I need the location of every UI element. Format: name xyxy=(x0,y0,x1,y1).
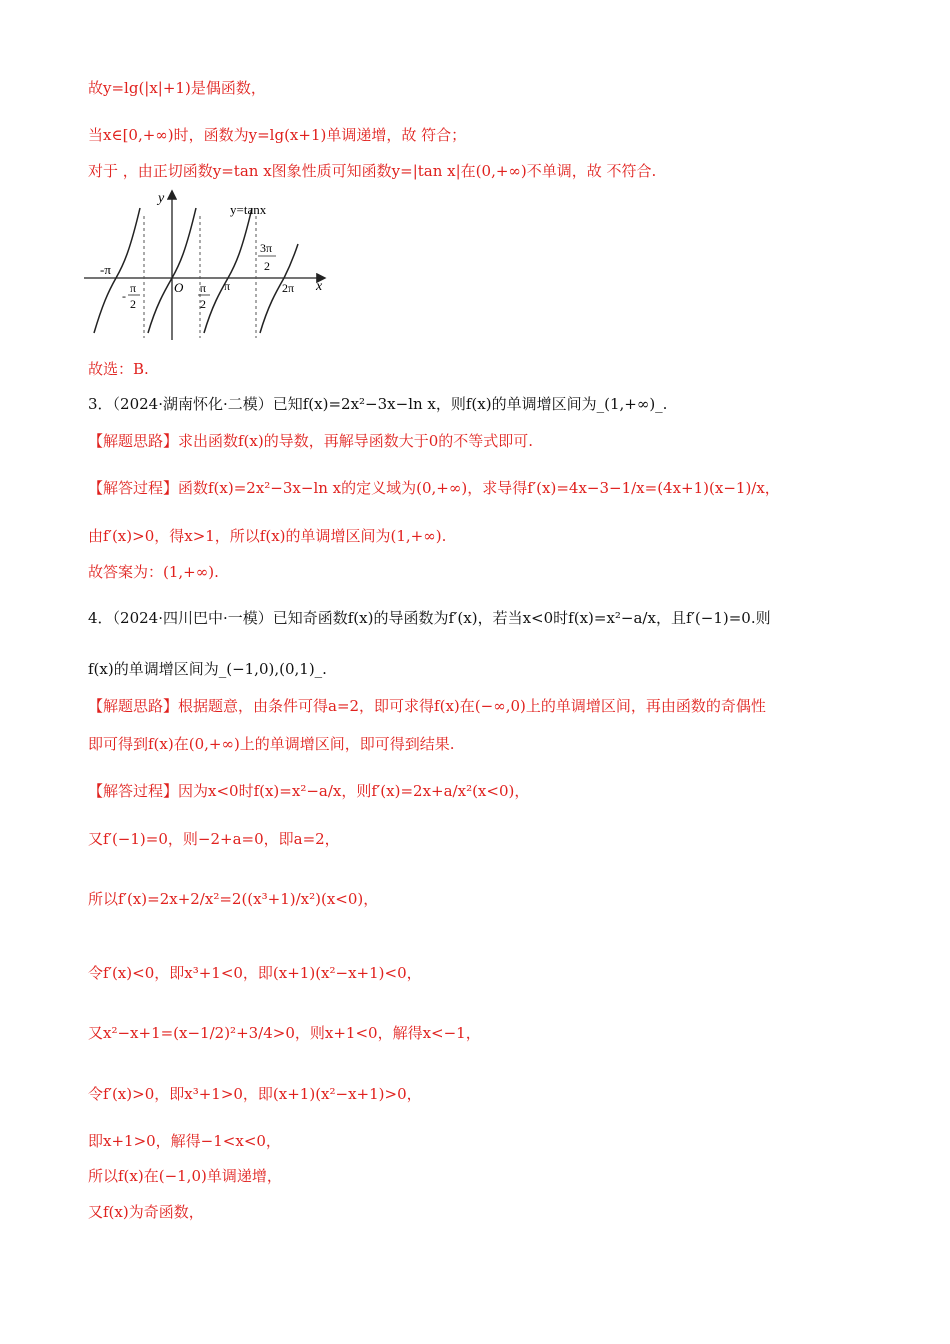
text-line-8: 由f′(x)>0，得x>1，所以f(x)的单调增区间为(1,+∞). xyxy=(88,527,447,545)
text-line-11: f(x)的单调增区间为_(−1,0),(0,1)_. xyxy=(88,660,327,678)
tick-three-half-pi-num: 3π xyxy=(260,241,273,255)
text-line-1: 故y=lg(|x|+1)是偶函数， xyxy=(88,79,266,97)
x-axis-label: x xyxy=(316,279,323,294)
tick-half-pi-num: π xyxy=(200,281,207,295)
text-line-16: 所以f′(x)=2x+2/x²=2((x³+1)/x²)(x<0)， xyxy=(88,890,379,908)
text-line-17: 令f′(x)<0，即x³+1<0，即(x+1)(x²−x+1)<0， xyxy=(88,964,422,982)
tangent-graph xyxy=(84,188,344,352)
text-line-22: 又f(x)为奇函数， xyxy=(88,1203,204,1221)
text-line-20: 即x+1>0，解得−1<x<0， xyxy=(88,1132,281,1150)
text-line-10: 4．（2024·四川巴中·一模）已知奇函数f(x)的导函数为f′(x)，若当x<0时f(x)=x²−a/x，且f′(−1)=0.则 xyxy=(88,609,771,627)
text-line-7: 【解答过程】函数f(x)=2x²−3x−ln x的定义域为(0,+∞)，求导得f′(x)=4x−3−1/x=(4x+1)(x−1)/x， xyxy=(88,479,780,497)
text-line-12: 【解题思路】根据题意，由条件可得a=2，即可求得f(x)在(−∞,0)上的单调增区间，再由函数的奇偶性 xyxy=(88,697,766,715)
tick-half-pi-den: 2 xyxy=(200,297,206,311)
tick-pi: π xyxy=(224,279,231,293)
tick-neg-half-pi-den: 2 xyxy=(130,297,136,311)
text-line-4: 故选：B. xyxy=(88,360,149,378)
tick-neg-pi: -π xyxy=(100,262,111,277)
curve-label: y=tanx xyxy=(230,202,267,217)
text-line-15: 又f′(−1)=0，则−2+a=0，即a=2， xyxy=(88,830,340,848)
tick-neg-half-pi-num: π xyxy=(130,281,137,295)
text-line-9: 故答案为：(1,+∞). xyxy=(88,563,219,581)
text-line-5: 3．（2024·湖南怀化·二模）已知f(x)=2x²−3x−ln x，则f(x)的单调增区间为_(1,+∞)_. xyxy=(88,395,668,413)
text-line-2: 当x∈[0,+∞)时，函数为y=lg(x+1)单调递增，故 符合； xyxy=(88,126,467,144)
tick-neg-half-pi-minus: - xyxy=(122,289,126,303)
text-line-6: 【解题思路】求出函数f(x)的导数，再解导函数大于0的不等式即可. xyxy=(88,432,534,450)
text-line-3: 对于 ，由正切函数y=tan x图象性质可知函数y=|tan x|在(0,+∞)不单调，故 不符合. xyxy=(88,162,657,180)
tick-three-half-pi-den: 2 xyxy=(264,259,270,273)
text-line-21: 所以f(x)在(−1,0)单调递增， xyxy=(88,1167,282,1185)
text-line-19: 令f′(x)>0，即x³+1>0，即(x+1)(x²−x+1)>0， xyxy=(88,1085,422,1103)
tick-two-pi: 2π xyxy=(282,281,295,295)
text-line-18: 又x²−x+1=(x−1/2)²+3/4>0，则x+1<0，解得x<−1， xyxy=(88,1024,481,1042)
text-line-14: 【解答过程】因为x<0时f(x)=x²−a/x，则f′(x)=2x+a/x²(x<0)， xyxy=(88,782,530,800)
text-line-13: 即可得到f(x)在(0,+∞)上的单调增区间，即可得到结果. xyxy=(88,735,455,753)
origin-label: O xyxy=(174,280,184,295)
y-axis-label: y xyxy=(158,191,165,206)
tangent-graph-svg xyxy=(84,188,344,348)
tan-branch-3 xyxy=(204,208,252,333)
